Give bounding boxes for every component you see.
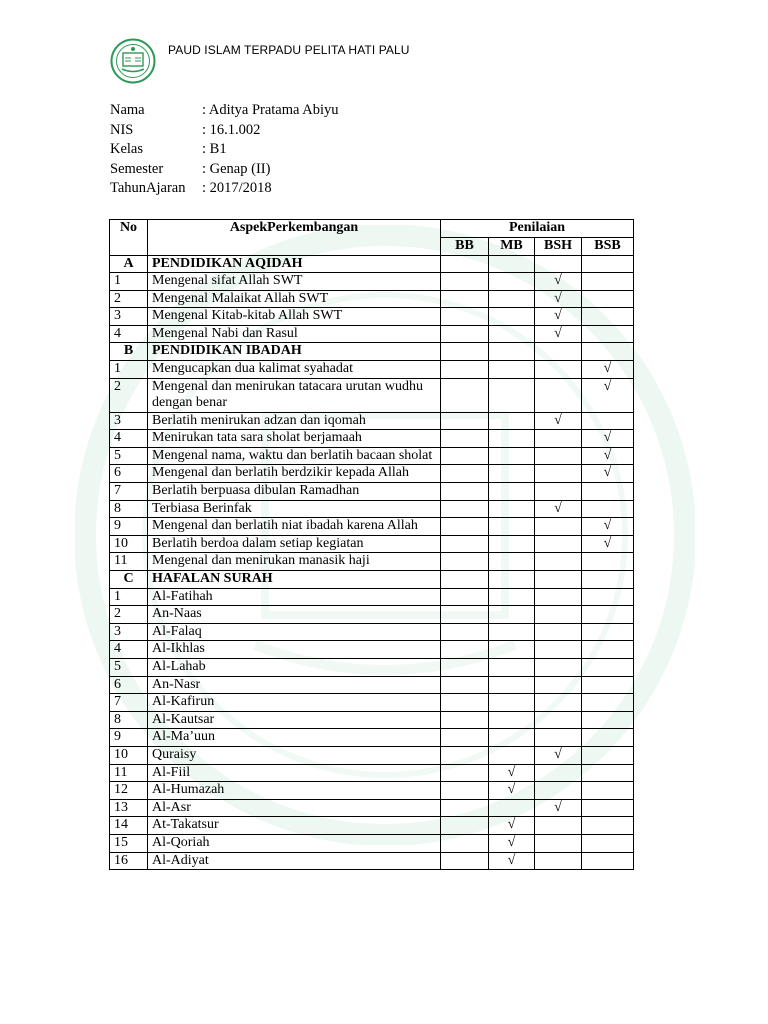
score-cell-bsh — [535, 553, 582, 571]
item-number: 11 — [110, 553, 148, 571]
item-number: 8 — [110, 711, 148, 729]
score-cell-bsh — [535, 834, 582, 852]
table-row — [110, 535, 634, 553]
checkmark-icon: √ — [603, 378, 612, 394]
checkmark-icon: √ — [554, 500, 562, 516]
empty-cell — [535, 343, 582, 361]
section-row — [110, 343, 634, 361]
score-cell-bsh — [535, 518, 582, 536]
item-text: Al-Humazah — [148, 782, 441, 800]
header-level-bsb: BSB — [582, 237, 634, 255]
empty-cell — [535, 255, 582, 273]
item-number: 7 — [110, 694, 148, 712]
score-cell-mb — [489, 641, 535, 659]
score-cell-bsb — [582, 676, 634, 694]
checkmark-icon: √ — [603, 430, 612, 446]
score-cell-bsh — [535, 676, 582, 694]
section-row — [110, 255, 634, 273]
item-number: 3 — [110, 623, 148, 641]
item-text: Quraisy — [148, 746, 441, 764]
score-cell-bsh — [535, 447, 582, 465]
score-cell-bsb — [582, 308, 634, 326]
score-cell-bb — [441, 465, 489, 483]
checkmark-icon: √ — [507, 817, 516, 833]
score-cell-bsb — [582, 290, 634, 308]
score-cell-bsb — [582, 764, 634, 782]
table-row — [110, 676, 634, 694]
empty-cell — [489, 343, 535, 361]
score-cell-bsb — [582, 817, 634, 835]
score-cell-bsb — [582, 623, 634, 641]
table-row — [110, 325, 634, 343]
score-cell-bb — [441, 361, 489, 379]
assessment-table — [109, 219, 634, 870]
info-row — [110, 101, 339, 121]
empty-cell — [582, 571, 634, 589]
item-number: 1 — [110, 273, 148, 291]
table-row — [110, 729, 634, 747]
header-no: No — [110, 220, 148, 256]
score-cell-bsh — [535, 658, 582, 676]
info-value: : B1 — [202, 141, 227, 157]
score-cell-bsh — [535, 694, 582, 712]
checkmark-icon: √ — [603, 447, 612, 463]
score-cell-mb — [489, 378, 535, 412]
item-text: Al-Kautsar — [148, 711, 441, 729]
item-number: 2 — [110, 378, 148, 412]
score-cell-bsb — [582, 694, 634, 712]
score-cell-bsb — [582, 518, 634, 536]
score-cell-bsh — [535, 729, 582, 747]
score-cell-mb — [489, 535, 535, 553]
item-number: 15 — [110, 834, 148, 852]
score-cell-mb — [489, 553, 535, 571]
item-text: Al-Ikhlas — [148, 641, 441, 659]
score-cell-bsb — [582, 782, 634, 800]
school-name: PAUD ISLAM TERPADU PELITA HATI PALU — [168, 43, 410, 57]
item-text: Mengenal Malaikat Allah SWT — [148, 290, 441, 308]
table-row — [110, 378, 634, 412]
item-text: Mengenal Nabi dan Rasul — [148, 325, 441, 343]
header-level-mb: MB — [489, 237, 535, 255]
score-cell-mb — [489, 412, 535, 430]
score-cell-mb — [489, 623, 535, 641]
item-number: 10 — [110, 746, 148, 764]
score-cell-bsb — [582, 465, 634, 483]
item-number: 5 — [110, 447, 148, 465]
table-row — [110, 782, 634, 800]
item-number: 10 — [110, 535, 148, 553]
item-number: 1 — [110, 361, 148, 379]
score-cell-bsh — [535, 465, 582, 483]
table-row — [110, 764, 634, 782]
table-row — [110, 711, 634, 729]
score-cell-bb — [441, 447, 489, 465]
score-cell-mb — [489, 764, 535, 782]
score-cell-bsh — [535, 746, 582, 764]
section-code: C — [110, 571, 148, 589]
score-cell-mb — [489, 782, 535, 800]
item-text: Berlatih menirukan adzan dan iqomah — [148, 412, 441, 430]
item-text: Al-Fatihah — [148, 588, 441, 606]
item-number: 3 — [110, 412, 148, 430]
score-cell-mb — [489, 799, 535, 817]
table-row — [110, 500, 634, 518]
score-cell-bb — [441, 694, 489, 712]
info-row — [110, 179, 339, 199]
table-row — [110, 361, 634, 379]
header-aspek: AspekPerkembangan — [148, 220, 441, 256]
checkmark-icon: √ — [507, 834, 516, 850]
empty-cell — [441, 255, 489, 273]
table-row — [110, 606, 634, 624]
score-cell-bb — [441, 852, 489, 870]
item-number: 14 — [110, 817, 148, 835]
score-cell-mb — [489, 852, 535, 870]
score-cell-bsb — [582, 606, 634, 624]
score-cell-mb — [489, 729, 535, 747]
table-row — [110, 483, 634, 501]
score-cell-bsb — [582, 746, 634, 764]
info-value: : 2017/2018 — [202, 180, 272, 196]
score-cell-mb — [489, 308, 535, 326]
score-cell-bsh — [535, 290, 582, 308]
empty-cell — [535, 571, 582, 589]
score-cell-bsb — [582, 535, 634, 553]
checkmark-icon: √ — [554, 799, 562, 815]
score-cell-mb — [489, 711, 535, 729]
score-cell-bsb — [582, 553, 634, 571]
score-cell-bsh — [535, 361, 582, 379]
item-text: Al-Falaq — [148, 623, 441, 641]
item-text: Mengenal Kitab-kitab Allah SWT — [148, 308, 441, 326]
item-number: 16 — [110, 852, 148, 870]
table-row — [110, 412, 634, 430]
table-row — [110, 658, 634, 676]
table-row — [110, 308, 634, 326]
item-number: 2 — [110, 290, 148, 308]
score-cell-bsb — [582, 834, 634, 852]
score-cell-bb — [441, 290, 489, 308]
table-row — [110, 518, 634, 536]
empty-cell — [489, 255, 535, 273]
section-code: A — [110, 255, 148, 273]
item-text: Al-Qoriah — [148, 834, 441, 852]
item-number: 12 — [110, 782, 148, 800]
checkmark-icon: √ — [603, 518, 612, 534]
score-cell-mb — [489, 834, 535, 852]
checkmark-icon: √ — [554, 746, 562, 762]
section-title: PENDIDIKAN IBADAH — [148, 343, 441, 361]
score-cell-mb — [489, 430, 535, 448]
item-text: Mengenal sifat Allah SWT — [148, 273, 441, 291]
table-row — [110, 465, 634, 483]
school-logo-icon — [110, 38, 156, 84]
score-cell-bsb — [582, 641, 634, 659]
item-text: Menirukan tata sara sholat berjamaah — [148, 430, 441, 448]
score-cell-mb — [489, 658, 535, 676]
score-cell-bb — [441, 308, 489, 326]
item-text: Al-Lahab — [148, 658, 441, 676]
header-level-bb: BB — [441, 237, 489, 255]
score-cell-bsb — [582, 729, 634, 747]
score-cell-bb — [441, 518, 489, 536]
score-cell-mb — [489, 588, 535, 606]
score-cell-bsb — [582, 852, 634, 870]
score-cell-bsb — [582, 378, 634, 412]
score-cell-mb — [489, 447, 535, 465]
score-cell-bb — [441, 606, 489, 624]
section-title: PENDIDIKAN AQIDAH — [148, 255, 441, 273]
score-cell-bsb — [582, 447, 634, 465]
header-level-bsh: BSH — [535, 237, 582, 255]
empty-cell — [441, 571, 489, 589]
score-cell-bb — [441, 711, 489, 729]
score-cell-bsh — [535, 378, 582, 412]
score-cell-mb — [489, 273, 535, 291]
empty-cell — [582, 255, 634, 273]
score-cell-mb — [489, 483, 535, 501]
item-text: Al-Adiyat — [148, 852, 441, 870]
score-cell-bsb — [582, 430, 634, 448]
table-row — [110, 694, 634, 712]
checkmark-icon: √ — [507, 764, 516, 780]
info-value: : Genap (II) — [202, 160, 271, 177]
item-text: Mengenal nama, waktu dan berlatih bacaan sholat — [148, 447, 441, 465]
item-text: Terbiasa Berinfak — [148, 500, 441, 518]
score-cell-bsh — [535, 764, 582, 782]
info-label: Nama — [110, 102, 145, 118]
score-cell-bsh — [535, 852, 582, 870]
checkmark-icon: √ — [554, 412, 562, 428]
score-cell-bsb — [582, 273, 634, 291]
table-row — [110, 430, 634, 448]
checkmark-icon: √ — [554, 273, 562, 289]
table-row — [110, 588, 634, 606]
info-value: : 16.1.002 — [202, 121, 261, 138]
score-cell-bb — [441, 500, 489, 518]
score-cell-bsb — [582, 799, 634, 817]
score-cell-mb — [489, 694, 535, 712]
checkmark-icon: √ — [603, 361, 612, 377]
score-cell-bsh — [535, 483, 582, 501]
score-cell-bsh — [535, 325, 582, 343]
item-text: Al-Asr — [148, 799, 441, 817]
info-label: Kelas — [110, 141, 144, 157]
score-cell-bsh — [535, 308, 582, 326]
item-number: 8 — [110, 500, 148, 518]
score-cell-mb — [489, 290, 535, 308]
info-label: TahunAjaran — [110, 180, 186, 196]
score-cell-bsh — [535, 535, 582, 553]
score-cell-bb — [441, 641, 489, 659]
score-cell-bb — [441, 817, 489, 835]
score-cell-mb — [489, 676, 535, 694]
item-text: Al-Ma’uun — [148, 729, 441, 747]
item-text: Mengenal dan menirukan manasik haji — [148, 553, 441, 571]
score-cell-mb — [489, 518, 535, 536]
checkmark-icon: √ — [554, 290, 562, 306]
score-cell-bsh — [535, 623, 582, 641]
table-row — [110, 799, 634, 817]
item-text: Berlatih berpuasa dibulan Ramadhan — [148, 483, 441, 501]
score-cell-bb — [441, 676, 489, 694]
score-cell-mb — [489, 746, 535, 764]
item-number: 7 — [110, 483, 148, 501]
section-title: HAFALAN SURAH — [148, 571, 441, 589]
item-text: Berlatih berdoa dalam setiap kegiatan — [148, 535, 441, 553]
item-text: Mengenal dan berlatih berdzikir kepada Allah — [148, 465, 441, 483]
score-cell-bsh — [535, 588, 582, 606]
table-row — [110, 641, 634, 659]
score-cell-bsb — [582, 711, 634, 729]
score-cell-bb — [441, 378, 489, 412]
score-cell-bsh — [535, 782, 582, 800]
item-number: 6 — [110, 465, 148, 483]
info-label: Semester — [110, 160, 164, 177]
score-cell-bsb — [582, 483, 634, 501]
score-cell-bsb — [582, 658, 634, 676]
item-number: 4 — [110, 325, 148, 343]
score-cell-bb — [441, 729, 489, 747]
score-cell-bb — [441, 746, 489, 764]
item-text: An-Nasr — [148, 676, 441, 694]
item-number: 13 — [110, 799, 148, 817]
section-code: B — [110, 343, 148, 361]
checkmark-icon: √ — [554, 325, 562, 341]
table-row — [110, 273, 634, 291]
checkmark-icon: √ — [603, 465, 612, 481]
score-cell-bb — [441, 273, 489, 291]
header-penilaian: Penilaian — [441, 220, 634, 238]
info-value: : Aditya Pratama Abiyu — [202, 102, 339, 118]
item-text: Mengenal dan menirukan tatacara urutan wudhu dengan benar — [148, 378, 441, 412]
item-text: Al-Kafirun — [148, 694, 441, 712]
empty-cell — [441, 343, 489, 361]
score-cell-bsh — [535, 817, 582, 835]
item-number: 9 — [110, 518, 148, 536]
score-cell-mb — [489, 606, 535, 624]
score-cell-mb — [489, 500, 535, 518]
score-cell-bb — [441, 658, 489, 676]
section-row — [110, 571, 634, 589]
score-cell-bb — [441, 764, 489, 782]
checkmark-icon: √ — [603, 535, 612, 551]
info-row — [110, 121, 339, 141]
item-text: At-Takatsur — [148, 817, 441, 835]
score-cell-bsh — [535, 430, 582, 448]
item-number: 4 — [110, 430, 148, 448]
item-text: Al-Fiil — [148, 764, 441, 782]
score-cell-bb — [441, 430, 489, 448]
item-number: 4 — [110, 641, 148, 659]
table-row — [110, 817, 634, 835]
score-cell-bb — [441, 834, 489, 852]
table-row — [110, 852, 634, 870]
score-cell-bb — [441, 325, 489, 343]
checkmark-icon: √ — [554, 308, 562, 324]
score-cell-bsb — [582, 412, 634, 430]
item-number: 11 — [110, 764, 148, 782]
item-number: 5 — [110, 658, 148, 676]
score-cell-bsh — [535, 273, 582, 291]
item-text: Mengenal dan berlatih niat ibadah karena Allah — [148, 518, 441, 536]
score-cell-mb — [489, 465, 535, 483]
table-row — [110, 746, 634, 764]
info-label: NIS — [110, 121, 134, 138]
score-cell-bsb — [582, 588, 634, 606]
empty-cell — [582, 343, 634, 361]
item-number: 9 — [110, 729, 148, 747]
score-cell-bsh — [535, 711, 582, 729]
item-number: 3 — [110, 308, 148, 326]
table-row — [110, 553, 634, 571]
header — [110, 38, 156, 84]
item-number: 1 — [110, 588, 148, 606]
score-cell-bsb — [582, 361, 634, 379]
score-cell-bb — [441, 483, 489, 501]
table-row — [110, 623, 634, 641]
score-cell-bsh — [535, 641, 582, 659]
score-cell-bb — [441, 782, 489, 800]
score-cell-bb — [441, 553, 489, 571]
score-cell-bb — [441, 588, 489, 606]
score-cell-mb — [489, 817, 535, 835]
score-cell-bsh — [535, 799, 582, 817]
score-cell-bsb — [582, 325, 634, 343]
item-number: 6 — [110, 676, 148, 694]
score-cell-bb — [441, 535, 489, 553]
score-cell-bb — [441, 623, 489, 641]
score-cell-bb — [441, 799, 489, 817]
score-cell-bsb — [582, 500, 634, 518]
score-cell-bsh — [535, 606, 582, 624]
table-row — [110, 290, 634, 308]
info-row — [110, 160, 339, 180]
empty-cell — [489, 571, 535, 589]
score-cell-mb — [489, 325, 535, 343]
item-text: Mengucapkan dua kalimat syahadat — [148, 361, 441, 379]
score-cell-bsh — [535, 412, 582, 430]
score-cell-mb — [489, 361, 535, 379]
table-row — [110, 834, 634, 852]
student-info — [110, 101, 339, 199]
item-text: An-Naas — [148, 606, 441, 624]
item-number: 2 — [110, 606, 148, 624]
checkmark-icon: √ — [507, 852, 516, 868]
info-row — [110, 140, 339, 160]
score-cell-bsh — [535, 500, 582, 518]
score-cell-bb — [441, 412, 489, 430]
table-row — [110, 447, 634, 465]
checkmark-icon: √ — [507, 782, 516, 798]
